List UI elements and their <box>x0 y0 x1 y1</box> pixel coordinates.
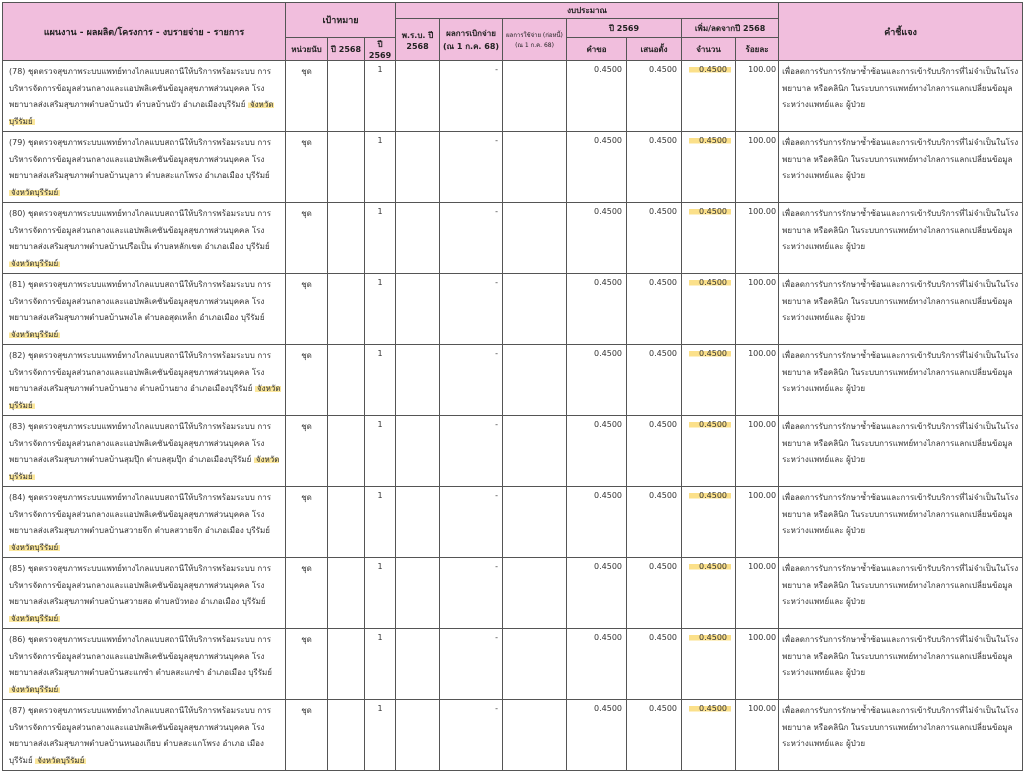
request-cell: 0.4500 <box>567 61 627 132</box>
target-2568-cell <box>328 274 365 345</box>
item-description-text: (79) ชุดตรวจสุขภาพระบบแพทย์ทางไกลแบบสถานีให้บริการพร้อมระบบ การบริหารจัดการข้อมูลส่วนกลางและแอปพลิเคชันข้อมูลสุขภาพส่วนบุคคล โรงพยาบาลส่งเสริมสุขภาพตำบลบ้านบุลาว ตำบลสะแกโพรง อำเภอเมือง บุรีรัมย์ <box>9 138 271 180</box>
proposed-cell: 0.4500 <box>627 558 682 629</box>
table-body <box>3 61 1023 771</box>
disbursed-cell: - <box>440 487 503 558</box>
proposed-cell: 0.4500 <box>627 274 682 345</box>
province-highlight: จังหวัดบุรีรัมย์ <box>11 187 59 197</box>
change-amount-highlight: 0.4500 <box>689 207 731 216</box>
committed-cell <box>503 61 567 132</box>
header-pry-line2: 2568 <box>406 41 429 51</box>
request-cell: 0.4500 <box>567 487 627 558</box>
note-cell: เพื่อลดการรับการรักษาซ้ำซ้อนและการเข้ารับบริการที่ไม่จำเป็นในโรงพยาบาล หรือคลินิก ในระบบการแพทย์ทางไกลการแลกเปลี่ยนข้อมูลระหว่างแพทย์และ ผู้ป่วย <box>779 61 1023 132</box>
request-cell: 0.4500 <box>567 416 627 487</box>
disbursed-cell: - <box>440 558 503 629</box>
target-2568-cell <box>328 629 365 700</box>
item-description-text: (78) ชุดตรวจสุขภาพระบบแพทย์ทางไกลแบบสถานีให้บริการพร้อมระบบ การบริหารจัดการข้อมูลส่วนกลางและแอปพลิเคชันข้อมูลสุขภาพส่วนบุคคล โรงพยาบาลส่งเสริมสุขภาพตำบลบ้านบัว ตำบลบ้านบัว อำเภอเมืองบุรีรัมย์ <box>9 67 271 109</box>
target-2568-cell <box>328 61 365 132</box>
proposed-cell: 0.4500 <box>627 416 682 487</box>
province-highlight: จังหวัดบุรีรัมย์ <box>37 755 85 765</box>
target-2569-cell: 1 <box>365 487 396 558</box>
pry-2568-cell <box>396 274 440 345</box>
header-change: เพิ่ม/ลดจากปี 2568 <box>682 19 779 38</box>
disbursed-cell: - <box>440 345 503 416</box>
province-highlight: จังหวัดบุรีรัมย์ <box>11 684 59 694</box>
request-cell: 0.4500 <box>567 558 627 629</box>
unit-cell: ชุด <box>286 203 328 274</box>
request-cell: 0.4500 <box>567 700 627 771</box>
disbursed-cell: - <box>440 61 503 132</box>
header-budget: งบประมาณ <box>396 3 779 19</box>
target-2569-cell: 1 <box>365 132 396 203</box>
change-amount-cell <box>682 700 736 771</box>
item-description-text: (85) ชุดตรวจสุขภาพระบบแพทย์ทางไกลแบบสถานีให้บริการพร้อมระบบ การบริหารจัดการข้อมูลส่วนกลางและแอปพลิเคชันข้อมูลสุขภาพส่วนบุคคล โรงพยาบาลส่งเสริมสุขภาพตำบลบ้านสวายสอ ตำบลบัวทอง อำเภอเมือง บุรีรัมย์ <box>9 564 271 606</box>
request-cell: 0.4500 <box>567 132 627 203</box>
change-amount-highlight: 0.4500 <box>689 65 731 74</box>
pry-2568-cell <box>396 629 440 700</box>
change-percent-cell: 100.00 <box>736 629 779 700</box>
target-2568-cell <box>328 203 365 274</box>
header-amount: จำนวน <box>682 38 736 61</box>
item-description <box>3 61 286 132</box>
committed-cell <box>503 274 567 345</box>
disbursed-cell: - <box>440 203 503 274</box>
unit-cell: ชุด <box>286 700 328 771</box>
header-commit-line1: ผลการใช้จ่าย (ก่อหนี้) <box>506 31 563 39</box>
note-cell: เพื่อลดการรับการรักษาซ้ำซ้อนและการเข้ารับบริการที่ไม่จำเป็นในโรงพยาบาล หรือคลินิก ในระบบการแพทย์ทางไกลการแลกเปลี่ยนข้อมูลระหว่างแพทย์และ ผู้ป่วย <box>779 132 1023 203</box>
committed-cell <box>503 558 567 629</box>
change-amount-cell <box>682 487 736 558</box>
pry-2568-cell <box>396 487 440 558</box>
change-percent-cell: 100.00 <box>736 416 779 487</box>
province-highlight: จังหวัดบุรีรัมย์ <box>9 455 280 481</box>
item-description-text: (83) ชุดตรวจสุขภาพระบบแพทย์ทางไกลแบบสถานีให้บริการพร้อมระบบ การบริหารจัดการข้อมูลส่วนกลางและแอปพลิเคชันข้อมูลสุขภาพส่วนบุคคล โรงพยาบาลส่งเสริมสุขภาพตำบลบ้านสุมปุ๊ก ตำบลสุมปุ๊ก อำเภอเมืองบุรีรัมย์ <box>9 422 271 464</box>
committed-cell <box>503 416 567 487</box>
target-2569-cell: 1 <box>365 203 396 274</box>
request-cell: 0.4500 <box>567 274 627 345</box>
budget-table-container <box>2 2 1022 771</box>
item-description <box>3 274 286 345</box>
unit-cell: ชุด <box>286 345 328 416</box>
disbursed-cell: - <box>440 629 503 700</box>
change-amount-cell <box>682 203 736 274</box>
unit-cell: ชุด <box>286 132 328 203</box>
table-row <box>3 61 1023 132</box>
header-percent: ร้อยละ <box>736 38 779 61</box>
table-row <box>3 132 1023 203</box>
note-cell: เพื่อลดการรับการรักษาซ้ำซ้อนและการเข้ารับบริการที่ไม่จำเป็นในโรงพยาบาล หรือคลินิก ในระบบการแพทย์ทางไกลการแลกเปลี่ยนข้อมูลระหว่างแพทย์และ ผู้ป่วย <box>779 700 1023 771</box>
unit-cell: ชุด <box>286 274 328 345</box>
unit-cell: ชุด <box>286 558 328 629</box>
pry-2568-cell <box>396 132 440 203</box>
target-2569-cell: 1 <box>365 416 396 487</box>
target-2569-cell: 1 <box>365 345 396 416</box>
province-highlight: จังหวัดบุรีรัมย์ <box>11 542 59 552</box>
committed-cell <box>503 345 567 416</box>
item-description-text: (80) ชุดตรวจสุขภาพระบบแพทย์ทางไกลแบบสถานีให้บริการพร้อมระบบ การบริหารจัดการข้อมูลส่วนกลางและแอปพลิเคชันข้อมูลสุขภาพส่วนบุคคล โรงพยาบาลส่งเสริมสุขภาพตำบลบ้านปรือเป็น ตำบลหลักเขต อำเภอเมือง บุรีรัมย์ <box>9 209 271 251</box>
committed-cell <box>503 629 567 700</box>
pry-2568-cell <box>396 700 440 771</box>
target-2568-cell <box>328 132 365 203</box>
proposed-cell: 0.4500 <box>627 203 682 274</box>
pry-2568-cell <box>396 416 440 487</box>
change-percent-cell: 100.00 <box>736 700 779 771</box>
item-description <box>3 700 286 771</box>
disbursed-cell: - <box>440 132 503 203</box>
header-unit: หน่วยนับ <box>286 38 328 61</box>
note-cell: เพื่อลดการรับการรักษาซ้ำซ้อนและการเข้ารับบริการที่ไม่จำเป็นในโรงพยาบาล หรือคลินิก ในระบบการแพทย์ทางไกลการแลกเปลี่ยนข้อมูลระหว่างแพทย์และ ผู้ป่วย <box>779 487 1023 558</box>
change-amount-cell <box>682 629 736 700</box>
header-project: แผนงาน - ผลผลิต/โครงการ - งบรายจ่าย - รายการ <box>3 3 286 61</box>
table-row <box>3 487 1023 558</box>
change-amount-highlight: 0.4500 <box>689 349 731 358</box>
target-2569-cell: 1 <box>365 700 396 771</box>
province-highlight: จังหวัดบุรีรัมย์ <box>11 613 59 623</box>
note-cell: เพื่อลดการรับการรักษาซ้ำซ้อนและการเข้ารับบริการที่ไม่จำเป็นในโรงพยาบาล หรือคลินิก ในระบบการแพทย์ทางไกลการแลกเปลี่ยนข้อมูลระหว่างแพทย์และ ผู้ป่วย <box>779 345 1023 416</box>
item-description <box>3 558 286 629</box>
change-amount-cell <box>682 61 736 132</box>
change-percent-cell: 100.00 <box>736 558 779 629</box>
header-year-2569: ปี 2569 <box>365 38 396 61</box>
header-commit-line2: (ณ 1 ก.ค. 68) <box>515 41 554 49</box>
header-note: คำชี้แจง <box>779 3 1023 61</box>
table-row <box>3 203 1023 274</box>
disbursed-cell: - <box>440 416 503 487</box>
unit-cell: ชุด <box>286 487 328 558</box>
request-cell: 0.4500 <box>567 345 627 416</box>
target-2568-cell <box>328 558 365 629</box>
header-pry-line1: พ.ร.บ. ปี <box>401 30 434 40</box>
item-description <box>3 345 286 416</box>
unit-cell: ชุด <box>286 61 328 132</box>
committed-cell <box>503 487 567 558</box>
change-amount-highlight: 0.4500 <box>689 704 731 713</box>
proposed-cell: 0.4500 <box>627 487 682 558</box>
change-amount-cell <box>682 558 736 629</box>
change-amount-cell <box>682 274 736 345</box>
change-amount-cell <box>682 132 736 203</box>
budget-table <box>2 2 1023 771</box>
change-amount-highlight: 0.4500 <box>689 491 731 500</box>
note-cell: เพื่อลดการรับการรักษาซ้ำซ้อนและการเข้ารับบริการที่ไม่จำเป็นในโรงพยาบาล หรือคลินิก ในระบบการแพทย์ทางไกลการแลกเปลี่ยนข้อมูลระหว่างแพทย์และ ผู้ป่วย <box>779 416 1023 487</box>
table-row <box>3 558 1023 629</box>
province-highlight: จังหวัดบุรีรัมย์ <box>11 329 59 339</box>
committed-cell <box>503 700 567 771</box>
header-target: เป้าหมาย <box>286 3 396 38</box>
header-year-2568: ปี 2568 <box>328 38 365 61</box>
note-cell: เพื่อลดการรับการรักษาซ้ำซ้อนและการเข้ารับบริการที่ไม่จำเป็นในโรงพยาบาล หรือคลินิก ในระบบการแพทย์ทางไกลการแลกเปลี่ยนข้อมูลระหว่างแพทย์และ ผู้ป่วย <box>779 558 1023 629</box>
item-description-text: (86) ชุดตรวจสุขภาพระบบแพทย์ทางไกลแบบสถานีให้บริการพร้อมระบบ การบริหารจัดการข้อมูลส่วนกลางและแอปพลิเคชันข้อมูลสุขภาพส่วนบุคคล โรงพยาบาลส่งเสริมสุขภาพตำบลบ้านสะแกซำ ตำบลสะแกซำ อำเภอเมือง บุรีรัมย์ <box>9 635 272 677</box>
header-commit <box>503 19 567 61</box>
change-percent-cell: 100.00 <box>736 274 779 345</box>
item-description-text: (81) ชุดตรวจสุขภาพระบบแพทย์ทางไกลแบบสถานีให้บริการพร้อมระบบ การบริหารจัดการข้อมูลส่วนกลางและแอปพลิเคชันข้อมูลสุขภาพส่วนบุคคล โรงพยาบาลส่งเสริมสุขภาพตำบลบ้านพงไล ตำบลอสุดเหล็ก อำเภอเมือง บุรีรัมย์ <box>9 280 271 322</box>
target-2568-cell <box>328 700 365 771</box>
note-cell: เพื่อลดการรับการรักษาซ้ำซ้อนและการเข้ารับบริการที่ไม่จำเป็นในโรงพยาบาล หรือคลินิก ในระบบการแพทย์ทางไกลการแลกเปลี่ยนข้อมูลระหว่างแพทย์และ ผู้ป่วย <box>779 203 1023 274</box>
item-description <box>3 629 286 700</box>
item-description-text: (84) ชุดตรวจสุขภาพระบบแพทย์ทางไกลแบบสถานีให้บริการพร้อมระบบ การบริหารจัดการข้อมูลส่วนกลางและแอปพลิเคชันข้อมูลสุขภาพส่วนบุคคล โรงพยาบาลส่งเสริมสุขภาพตำบลบ้านสวายจีก ตำบลสวายจีก อำเภอเมือง บุรีรัมย์ <box>9 493 271 535</box>
header-pry <box>396 19 440 61</box>
item-description <box>3 487 286 558</box>
target-2569-cell: 1 <box>365 61 396 132</box>
province-highlight: จังหวัดบุรีรัมย์ <box>11 258 59 268</box>
header-y2569: ปี 2569 <box>567 19 682 38</box>
request-cell: 0.4500 <box>567 203 627 274</box>
proposed-cell: 0.4500 <box>627 629 682 700</box>
change-amount-cell <box>682 345 736 416</box>
disbursed-cell: - <box>440 274 503 345</box>
change-amount-highlight: 0.4500 <box>689 278 731 287</box>
note-cell: เพื่อลดการรับการรักษาซ้ำซ้อนและการเข้ารับบริการที่ไม่จำเป็นในโรงพยาบาล หรือคลินิก ในระบบการแพทย์ทางไกลการแลกเปลี่ยนข้อมูลระหว่างแพทย์และ ผู้ป่วย <box>779 629 1023 700</box>
table-row <box>3 629 1023 700</box>
request-cell: 0.4500 <box>567 629 627 700</box>
proposed-cell: 0.4500 <box>627 700 682 771</box>
change-percent-cell: 100.00 <box>736 132 779 203</box>
item-description-text: (87) ชุดตรวจสุขภาพระบบแพทย์ทางไกลแบบสถานีให้บริการพร้อมระบบ การบริหารจัดการข้อมูลส่วนกลางและแอปพลิเคชันข้อมูลสุขภาพส่วนบุคคล โรงพยาบาลส่งเสริมสุขภาพตำบลบ้านหนองเกียบ ตำบลสะแกโพรง อำเภอ เมืองบุรีรัมย์ <box>9 706 271 765</box>
change-percent-cell: 100.00 <box>736 345 779 416</box>
unit-cell: ชุด <box>286 416 328 487</box>
proposed-cell: 0.4500 <box>627 61 682 132</box>
pry-2568-cell <box>396 345 440 416</box>
proposed-cell: 0.4500 <box>627 132 682 203</box>
target-2568-cell <box>328 487 365 558</box>
header-disburse-line1: ผลการเบิกจ่าย <box>446 28 496 38</box>
change-amount-highlight: 0.4500 <box>689 633 731 642</box>
item-description-text: (82) ชุดตรวจสุขภาพระบบแพทย์ทางไกลแบบสถานีให้บริการพร้อมระบบ การบริหารจัดการข้อมูลส่วนกลางและแอปพลิเคชันข้อมูลสุขภาพส่วนบุคคล โรงพยาบาลส่งเสริมสุขภาพตำบลบ้านยาง ตำบลบ้านยาง อำเภอเมืองบุรีรัมย์ <box>9 351 271 393</box>
header-disburse-line2: (ณ 1 ก.ค. 68) <box>442 41 500 51</box>
item-description <box>3 203 286 274</box>
province-highlight: จังหวัดบุรีรัมย์ <box>9 384 281 410</box>
note-cell: เพื่อลดการรับการรักษาซ้ำซ้อนและการเข้ารับบริการที่ไม่จำเป็นในโรงพยาบาล หรือคลินิก ในระบบการแพทย์ทางไกลการแลกเปลี่ยนข้อมูลระหว่างแพทย์และ ผู้ป่วย <box>779 274 1023 345</box>
table-row <box>3 700 1023 771</box>
item-description <box>3 416 286 487</box>
proposed-cell: 0.4500 <box>627 345 682 416</box>
header-disburse <box>440 19 503 61</box>
table-row <box>3 416 1023 487</box>
target-2568-cell <box>328 345 365 416</box>
committed-cell <box>503 132 567 203</box>
target-2568-cell <box>328 416 365 487</box>
change-amount-highlight: 0.4500 <box>689 562 731 571</box>
target-2569-cell: 1 <box>365 629 396 700</box>
header-proposed: เสนอตั้ง <box>627 38 682 61</box>
table-row <box>3 345 1023 416</box>
change-percent-cell: 100.00 <box>736 203 779 274</box>
province-highlight: จังหวัดบุรีรัมย์ <box>9 100 274 126</box>
pry-2568-cell <box>396 558 440 629</box>
change-amount-highlight: 0.4500 <box>689 136 731 145</box>
item-description <box>3 132 286 203</box>
change-amount-highlight: 0.4500 <box>689 420 731 429</box>
target-2569-cell: 1 <box>365 558 396 629</box>
table-header <box>3 3 1023 61</box>
target-2569-cell: 1 <box>365 274 396 345</box>
table-row <box>3 274 1023 345</box>
unit-cell: ชุด <box>286 629 328 700</box>
disbursed-cell: - <box>440 700 503 771</box>
pry-2568-cell <box>396 61 440 132</box>
change-percent-cell: 100.00 <box>736 487 779 558</box>
header-request: คำขอ <box>567 38 627 61</box>
change-amount-cell <box>682 416 736 487</box>
pry-2568-cell <box>396 203 440 274</box>
committed-cell <box>503 203 567 274</box>
change-percent-cell: 100.00 <box>736 61 779 132</box>
